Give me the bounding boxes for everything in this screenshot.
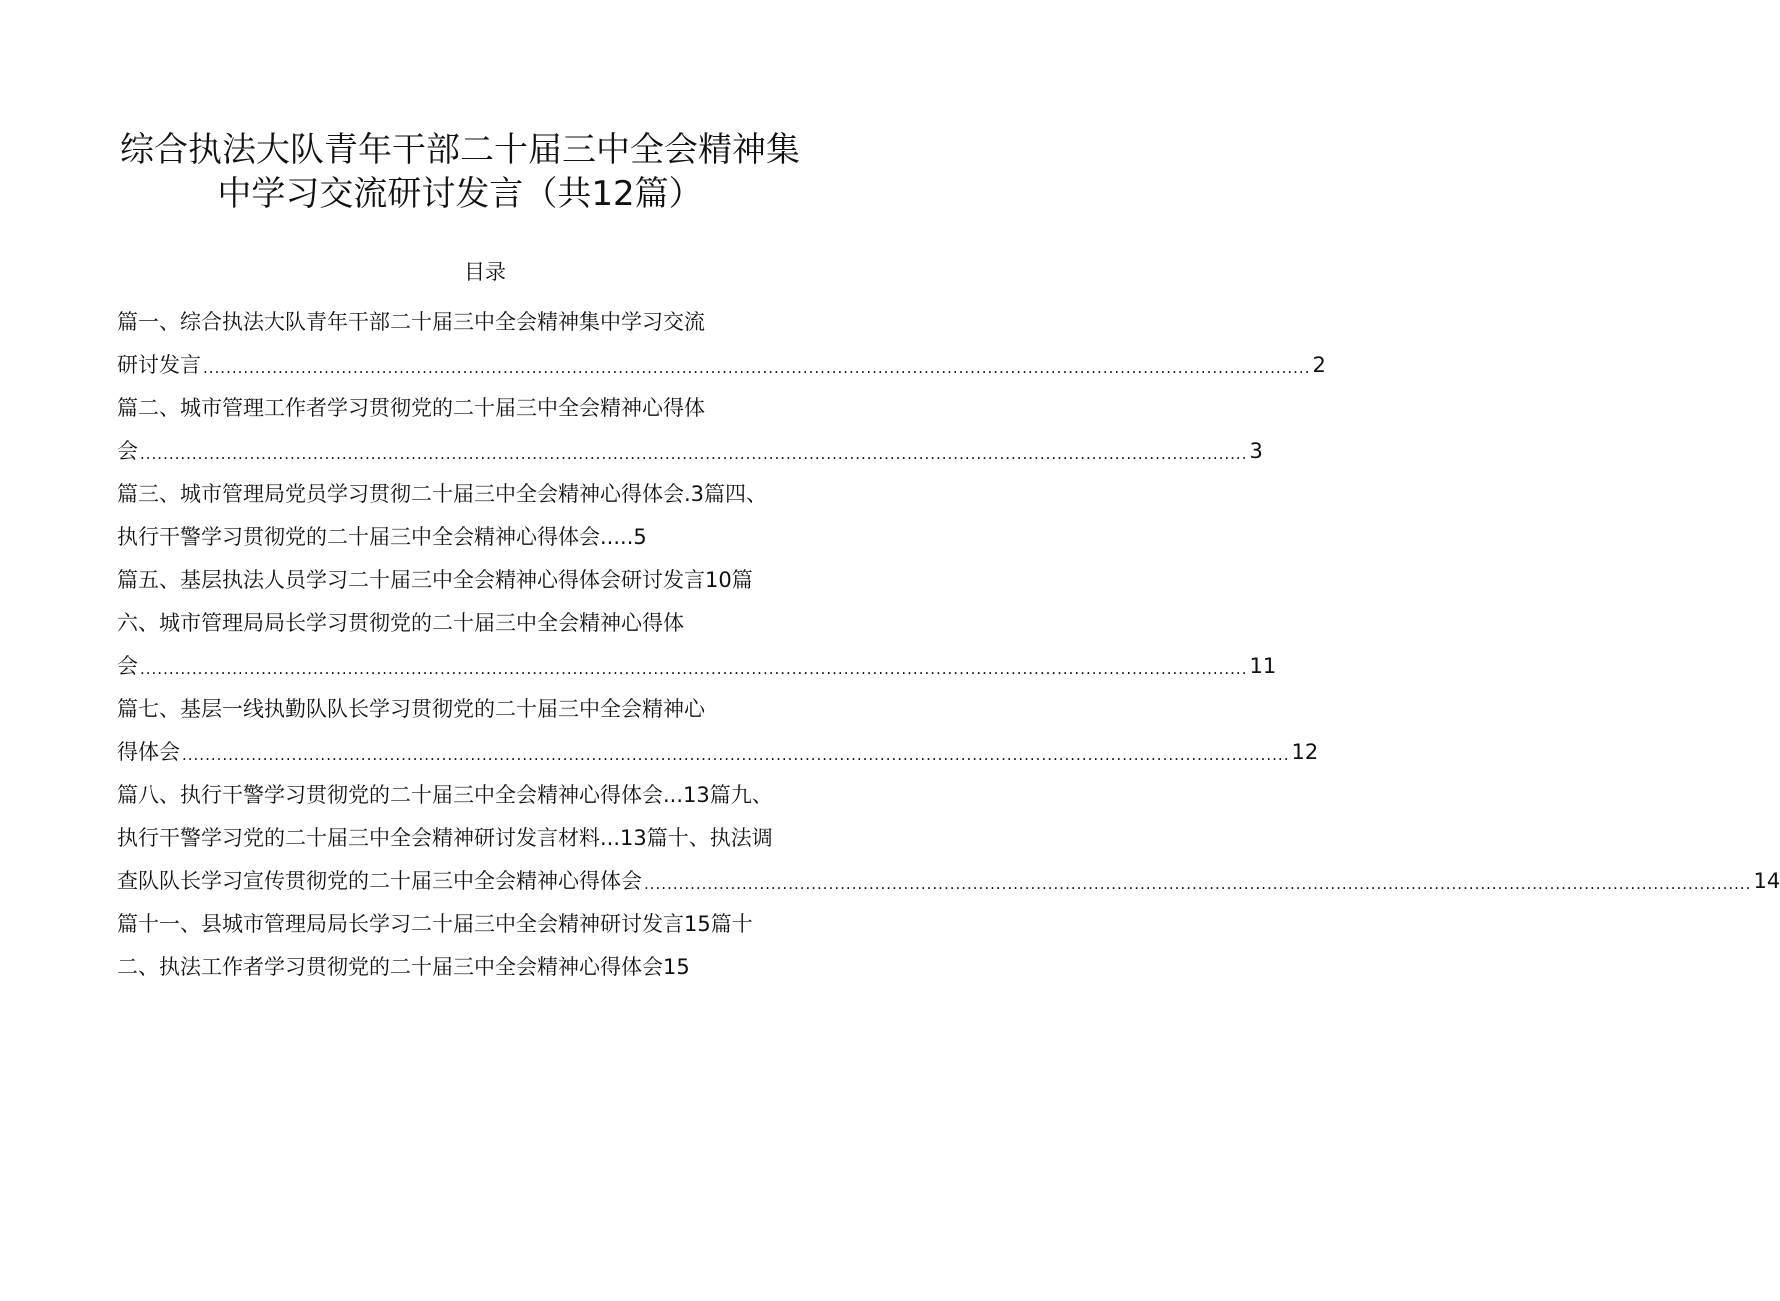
toc-entry-text: 研讨发言: [117, 353, 201, 377]
toc-entry-text: 查队队长学习宣传贯彻党的二十届三中全会精神心得体会: [117, 869, 642, 893]
toc-line: 篇一、综合执法大队青年干部二十届三中全会精神集中学习交流: [117, 310, 705, 334]
toc-line: 六、城市管理局局长学习贯彻党的二十届三中全会精神心得体: [117, 611, 684, 635]
leader-dots: ................................................................................................................................................................................................: [182, 746, 1290, 764]
toc-line[interactable]: [117, 737, 1319, 767]
toc-line: 二、执法工作者学习贯彻党的二十届三中全会精神心得体会15: [117, 955, 690, 979]
toc-heading: 目录: [464, 260, 506, 284]
toc-line: 篇八、执行干警学习贯彻党的二十届三中全会精神心得体会...13篇九、: [117, 783, 773, 807]
toc-line: 篇二、城市管理工作者学习贯彻党的二十届三中全会精神心得体: [117, 396, 705, 420]
toc-line: 篇十一、县城市管理局局长学习二十届三中全会精神研讨发言15篇十: [117, 912, 753, 936]
toc-line: 执行干警学习贯彻党的二十届三中全会精神心得体会.....5: [117, 525, 647, 549]
toc-page-number: 2: [1312, 353, 1326, 377]
document-title-line-2: 中学习交流研讨发言（共12篇）: [217, 174, 703, 214]
toc-line: 执行干警学习党的二十届三中全会精神研讨发言材料...13篇十、执法调: [117, 826, 773, 850]
toc-page-number: 14: [1753, 869, 1780, 893]
toc-line: 篇三、城市管理局党员学习贯彻二十届三中全会精神心得体会.3篇四、: [117, 482, 768, 506]
toc-line[interactable]: [117, 350, 1326, 380]
toc-line[interactable]: [117, 436, 1263, 466]
toc-line: 篇七、基层一线执勤队队长学习贯彻党的二十届三中全会精神心: [117, 697, 705, 721]
toc-entry-text: 会: [117, 654, 138, 678]
leader-dots: ................................................................................................................................................................................................: [644, 875, 1752, 893]
leader-dots: ................................................................................................................................................................................................: [140, 660, 1248, 678]
leader-dots: ................................................................................................................................................................................................: [203, 359, 1311, 377]
toc-page-number: 11: [1249, 654, 1277, 678]
document-title-line-1: 综合执法大队青年干部二十届三中全会精神集: [120, 130, 800, 170]
leader-dots: ................................................................................................................................................................................................: [140, 445, 1248, 463]
toc-page-number: 3: [1249, 439, 1263, 463]
toc-line: 篇五、基层执法人员学习二十届三中全会精神心得体会研讨发言10篇: [117, 568, 753, 592]
toc-page-number: 12: [1291, 740, 1319, 764]
toc-entry-text: 会: [117, 439, 138, 463]
toc-entry-text: 得体会: [117, 740, 180, 764]
toc-line[interactable]: [117, 866, 1780, 896]
toc-line[interactable]: [117, 651, 1277, 681]
